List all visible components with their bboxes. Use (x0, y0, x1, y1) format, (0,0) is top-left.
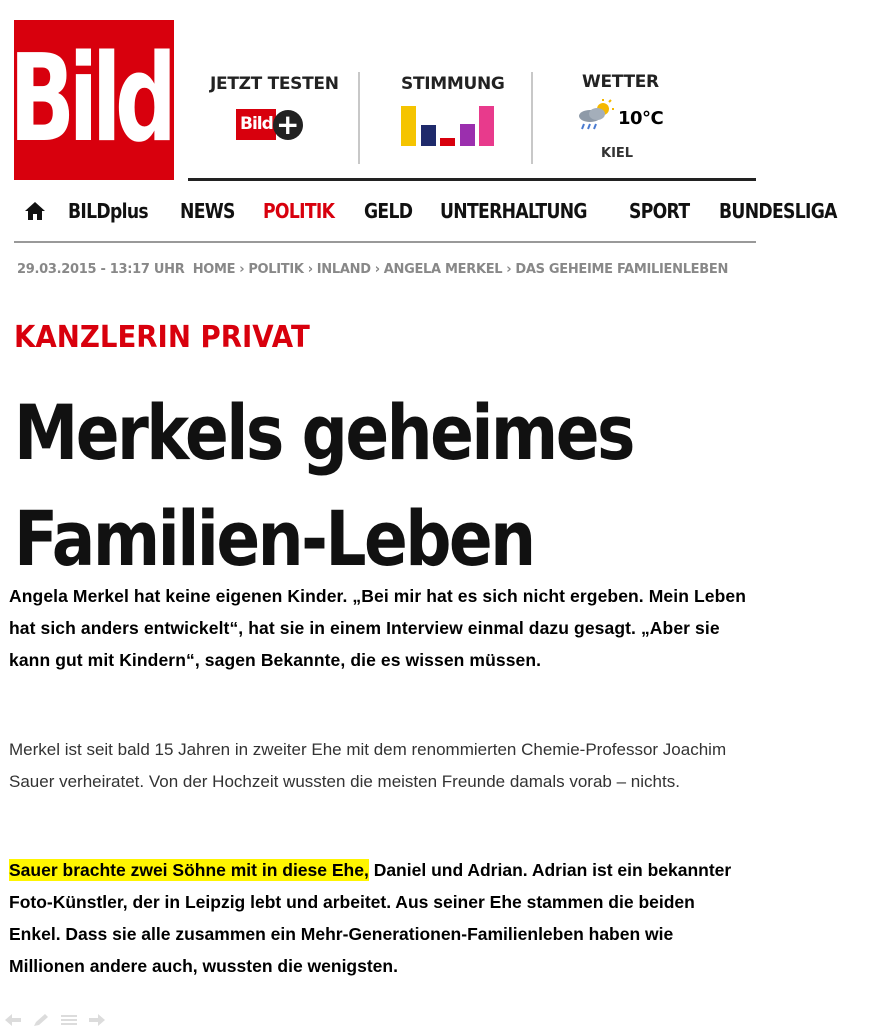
nav-item-unterhaltung[interactable]: UNTERHALTUNG (439, 199, 587, 223)
breadcrumb-item[interactable]: INLAND (316, 262, 371, 277)
breadcrumb-separator: › (239, 262, 245, 277)
article-lead: Angela Merkel hat keine eigenen Kinder. „Bei mir hat es sich nicht ergeben. Mein Leben hat sich anders entwickelt“, hat sie in einem Interview einmal dazu gesagt. „Aber sie kann gut mit Kindern“, sagen Bekannte, die es wissen müssen. (9, 586, 746, 670)
mood-label: STIMMUNG (401, 74, 505, 94)
article-paragraph (9, 854, 747, 982)
article-headline (14, 380, 633, 592)
menu-icon[interactable] (60, 1013, 78, 1027)
breadcrumb-separator: › (374, 262, 380, 277)
pen-icon[interactable] (32, 1013, 50, 1027)
paragraph-text: Daniel und Adrian. Adrian ist ein bekannter Foto-Künstler, der in Leipzig lebt und arbeitet. Aus seiner Ehe stammen die beiden Enkel. Dass sie alle zusammen ein Mehr-Generationen-Familienleben haben wie Millionen andere auch, wussten die wenigsten. (9, 860, 732, 976)
breadcrumb-separator: › (307, 262, 313, 277)
bild-logo-text: Bild (9, 30, 171, 169)
nav-item-bildplus[interactable]: BILDplus (68, 199, 148, 223)
breadcrumb-item[interactable]: HOME (192, 262, 236, 277)
bildplus-badge-text: Bild (236, 109, 276, 140)
rain-sun-icon (576, 99, 616, 133)
header-divider (531, 72, 533, 164)
breadcrumb (17, 262, 736, 277)
home-icon[interactable] (24, 201, 46, 223)
article-timestamp: 29.03.2015 - 13:17 UHR (17, 262, 185, 277)
mood-bar (440, 138, 455, 146)
bildplus-badge[interactable] (236, 109, 303, 140)
highlighted-text: Sauer brachte zwei Söhne mit in diese Ehe, (9, 860, 369, 880)
breadcrumb-item[interactable]: POLITIK (248, 262, 304, 277)
nav-item-geld[interactable]: GELD (364, 199, 413, 223)
headline-line-1: Merkels geheimes (14, 388, 633, 477)
article-kicker: KANZLERIN PRIVAT (14, 320, 310, 355)
mood-bar (460, 124, 475, 146)
nav-item-bundesliga[interactable]: BUNDESLIGA (718, 199, 837, 223)
weather-label: WETTER (582, 72, 659, 92)
mood-bar (401, 106, 416, 146)
nav-item-news[interactable]: NEWS (179, 199, 235, 223)
nav-item-sport[interactable]: SPORT (629, 199, 690, 223)
header-divider (358, 72, 360, 164)
bottom-toolbar (4, 1013, 106, 1027)
weather-city[interactable]: KIEL (601, 146, 634, 161)
breadcrumb-item[interactable]: ANGELA MERKEL (383, 262, 503, 277)
breadcrumb-separator: › (506, 262, 512, 277)
mood-bar (479, 106, 494, 146)
mood-bar (421, 125, 436, 146)
main-nav (24, 195, 875, 227)
nav-bottom-line (14, 241, 756, 243)
plus-icon: + (273, 110, 303, 140)
forward-arrow-icon[interactable] (88, 1013, 106, 1027)
mood-chart[interactable] (401, 106, 496, 148)
article-paragraph: Merkel ist seit bald 15 Jahren in zweiter Ehe mit dem renommierten Chemie-Professor Joachim Sauer verheiratet. Von der Hochzeit wussten die meisten Freunde damals vorab – nichts. (9, 740, 727, 791)
weather-temperature[interactable]: 10°C (618, 108, 664, 129)
nav-item-politik[interactable]: POLITIK (262, 199, 334, 223)
nav-top-line (188, 178, 756, 181)
test-label: JETZT TESTEN (210, 74, 339, 94)
bild-logo[interactable] (9, 20, 174, 180)
breadcrumb-item[interactable]: DAS GEHEIME FAMILIENLEBEN (515, 262, 729, 277)
back-arrow-icon[interactable] (4, 1013, 22, 1027)
headline-line-2: Familien-Leben (14, 494, 534, 583)
